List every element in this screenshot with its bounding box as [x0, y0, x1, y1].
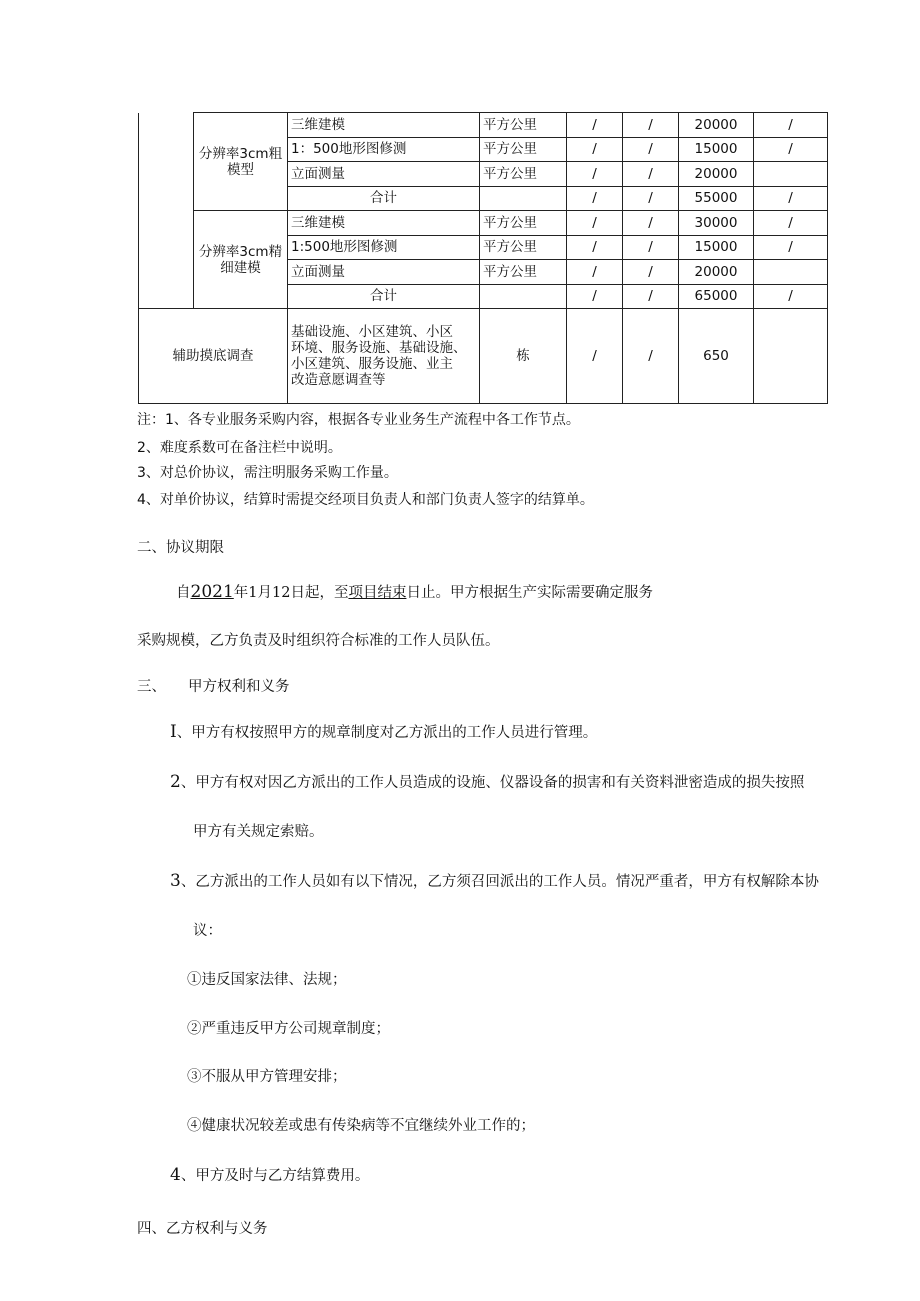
table-cell: / — [567, 260, 623, 285]
table-cell: / — [623, 211, 679, 236]
table-cell: / — [567, 235, 623, 260]
table-cell — [480, 186, 567, 211]
table-cell-amount: 20000 — [679, 260, 754, 285]
table-cell: / — [567, 137, 623, 162]
table-cell — [754, 162, 828, 187]
table-cell-item: 三维建模 — [288, 113, 480, 138]
term-paragraph-cont: 采购规模，乙方负责及时组织符合标准的工作人员队伍。 — [137, 633, 500, 649]
table-cell: / — [754, 137, 828, 162]
note-3: 3、对总价协议，需注明服务采购工作量。 — [137, 465, 398, 481]
table-cell-item: 1:500地形图修测 — [288, 235, 480, 260]
table-cell-amount: 65000 — [679, 284, 754, 309]
sub-item-3: ③不服从甲方管理安排； — [187, 1069, 347, 1085]
table-cell: / — [567, 309, 623, 404]
table-cell-unit: 平方公里 — [480, 260, 567, 285]
note-4: 4、对单价协议，结算时需提交经项目负责人和部门负责人签字的结算单。 — [137, 492, 594, 508]
table-cell-amount: 20000 — [679, 162, 754, 187]
table-cell-unit: 平方公里 — [480, 162, 567, 187]
clause-1: I、甲方有权按照甲方的规章制度对乙方派出的工作人员进行管理。 — [170, 722, 598, 742]
table-cell-amount: 20000 — [679, 113, 754, 138]
table-cell — [754, 309, 828, 404]
clause-4: 4、甲方及时与乙方结算费用。 — [170, 1165, 370, 1185]
table-cell: / — [623, 162, 679, 187]
table-cell — [480, 284, 567, 309]
section-2-heading: 二、协议期限 — [137, 540, 224, 556]
sub-item-2: ②严重违反甲方公司规章制度； — [187, 1021, 390, 1037]
table-cell-item: 1：500地形图修测 — [288, 137, 480, 162]
table-cell-unit: 平方公里 — [480, 113, 567, 138]
table-cell: / — [623, 309, 679, 404]
clause-3: 3、乙方派出的工作人员如有以下情况，乙方须召回派出的工作人员。情况严重者，甲方有权解除本协 — [170, 871, 819, 891]
table-cell-unit: 平方公里 — [480, 211, 567, 236]
table-cell-item: 立面测量 — [288, 260, 480, 285]
table-row — [139, 211, 828, 236]
group-label: 分辨率3cm粗 模型 — [194, 113, 288, 211]
table-row-support — [139, 309, 828, 404]
table-cell-item: 立面测量 — [288, 162, 480, 187]
table-cell: / — [567, 162, 623, 187]
table-cell-unit: 平方公里 — [480, 137, 567, 162]
table-cell: / — [754, 113, 828, 138]
clause-2: 2、甲方有权对因乙方派出的工作人员造成的设施、仪器设备的损害和有关资料泄密造成的损失按照 — [170, 772, 805, 792]
table-cell: / — [754, 211, 828, 236]
table-cell: / — [754, 284, 828, 309]
clause-2-cont: 甲方有关规定索赔。 — [193, 824, 324, 840]
table-cell-amount: 15000 — [679, 137, 754, 162]
table-cell: / — [567, 113, 623, 138]
table-cell: / — [754, 235, 828, 260]
table-cell-total-label: 合计 — [288, 186, 480, 211]
table-cell: / — [623, 284, 679, 309]
table-cell-blank — [139, 113, 194, 309]
table-cell-total-label: 合计 — [288, 284, 480, 309]
table-cell: / — [567, 211, 623, 236]
table-cell-unit: 平方公里 — [480, 235, 567, 260]
term-paragraph: 自2021年1月12日起，至项目结束日止。甲方根据生产实际需要确定服务 — [176, 582, 653, 602]
table-cell-amount: 30000 — [679, 211, 754, 236]
sub-item-4: ④健康状况较差或患有传染病等不宜继续外业工作的； — [187, 1118, 535, 1134]
table-cell — [754, 260, 828, 285]
sub-item-1: ①违反国家法律、法规； — [187, 972, 347, 988]
support-label: 辅助摸底调查 — [139, 309, 288, 404]
section-4-heading: 四、乙方权利与义务 — [137, 1221, 268, 1237]
table-cell-amount: 650 — [679, 309, 754, 404]
table-cell: / — [567, 284, 623, 309]
table-cell-amount: 55000 — [679, 186, 754, 211]
table-cell: / — [754, 186, 828, 211]
table-cell: / — [623, 235, 679, 260]
table-cell-unit: 栋 — [480, 309, 567, 404]
table-cell: / — [623, 137, 679, 162]
support-description: 基础设施、小区建筑、小区 环境、服务设施、基础设施、 小区建筑、服务设施、业主 改造意愿调查等 — [288, 309, 480, 404]
service-table — [138, 112, 828, 404]
table-cell: / — [623, 186, 679, 211]
group-label: 分辨率3cm精 细建模 — [194, 211, 288, 309]
table-cell-item: 三维建模 — [288, 211, 480, 236]
section-3-heading: 三、 甲方权利和义务 — [137, 679, 290, 695]
table-cell: / — [567, 186, 623, 211]
table-row — [139, 113, 828, 138]
table-cell: / — [623, 260, 679, 285]
clause-3-cont: 议： — [193, 923, 222, 939]
table-cell: / — [623, 113, 679, 138]
note-1: 注：1、各专业服务采购内容，根据各专业业务生产流程中各工作节点。 — [137, 412, 580, 428]
table-cell-amount: 15000 — [679, 235, 754, 260]
note-2: 2、难度系数可在备注栏中说明。 — [137, 440, 342, 456]
